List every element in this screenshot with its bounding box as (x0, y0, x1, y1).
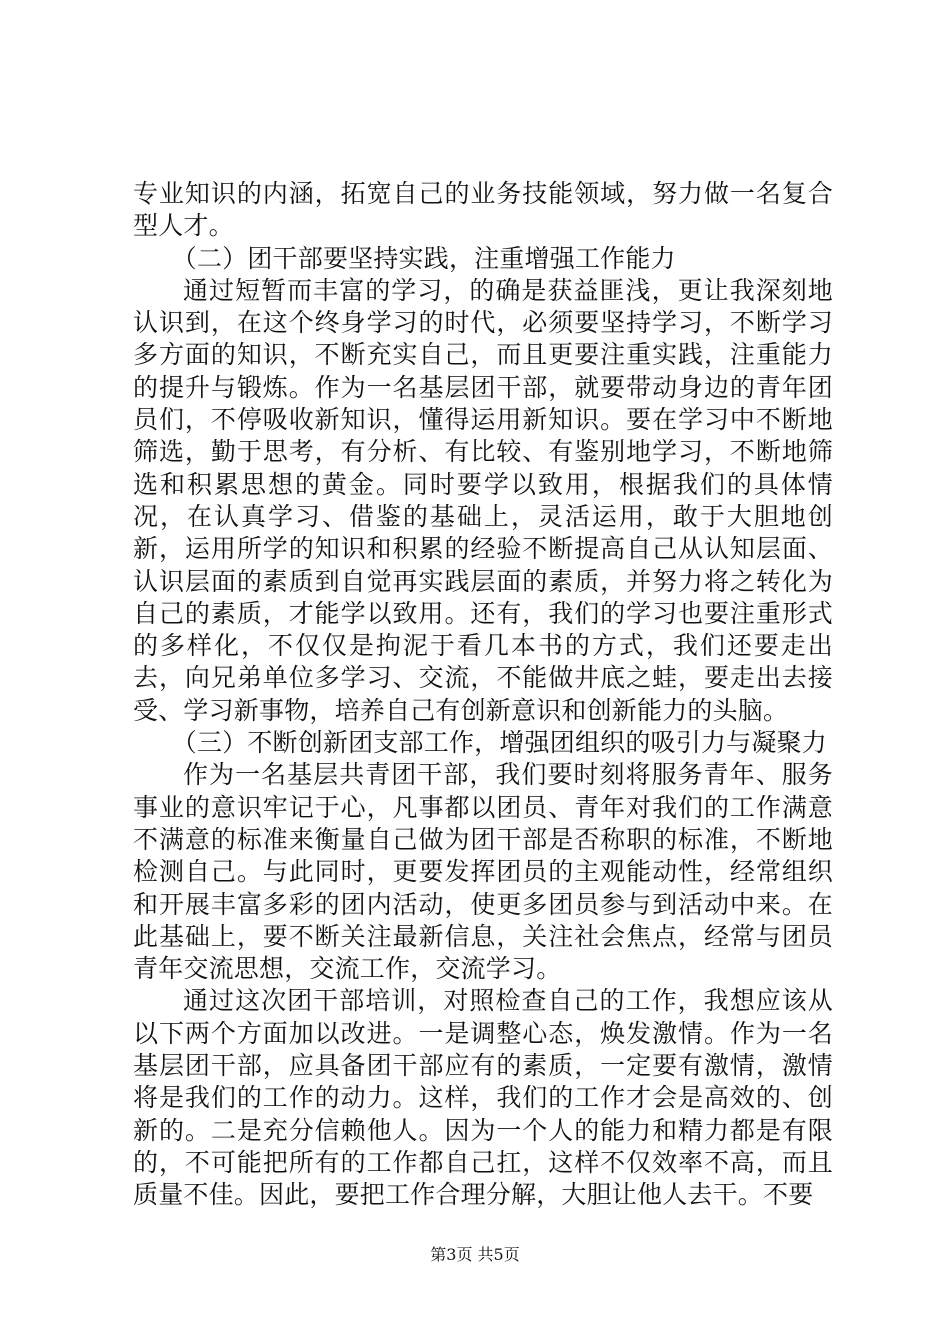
document-body (133, 178, 833, 1212)
page-number-footer: 第3页 共5页 (430, 1245, 520, 1264)
paragraph-continuation: 专业知识的内涵，拓宽自己的业务技能领域，努力做一名复合型人才。 (133, 179, 833, 241)
paragraph-improvement: 通过这次团干部培训，对照检查自己的工作，我想应该从以下两个方面加以改进。一是调整心态，焕发激情。作为一名基层团干部，应具备团干部应有的素质，一定要有激情，激情将是我们的工作的动力。这样，我们的工作才会是高效的、创新的。二是充分信赖他人。因为一个人的能力和精力都是有限的，不可能把所有的工作都自己扛，这样不仅效率不高，而且质量不佳。因此，要把工作合理分解，大胆让他人去干。不要 (133, 986, 833, 1210)
paragraph-practice: 通过短暂而丰富的学习，的确是获益匪浅，更让我深刻地认识到，在这个终身学习的时代，必须要坚持学习，不断学习多方面的知识，不断充实自己，而且更要注重实践，注重能力的提升与锻炼。作为一名基层团干部，就要带动身边的青年团员们，不停吸收新知识，懂得运用新知识。要在学习中不断地筛选，勤于思考，有分析、有比较、有鉴别地学习，不断地筛选和积累思想的黄金。同时要学以致用，根据我们的具体情况，在认真学习、借鉴的基础上，灵活运用，敢于大胆地创新，运用所学的知识和积累的经验不断提高自己从认知层面、认识层面的素质到自觉再实践层面的素质，并努力将之转化为自己的素质，才能学以致用。还有，我们的学习也要注重形式的多样化，不仅仅是拘泥于看几本书的方式，我们还要走出去，向兄弟单位多学习、交流，不能做井底之蛙，要走出去接受、学习新事物，培养自己有创新意识和创新能力的头脑。 (133, 275, 833, 725)
section-heading-3: （三）不断创新团支部工作，增强团组织的吸引力与凝聚力 (171, 728, 827, 758)
section-heading-2: （二）团干部要坚持实践，注重增强工作能力 (171, 243, 676, 273)
paragraph-service: 作为一名基层共青团干部，我们要时刻将服务青年、服务事业的意识牢记于心，凡事都以团员、青年对我们的工作满意不满意的标准来衡量自己做为团干部是否称职的标准，不断地检测自己。与此同时，更要发挥团员的主观能动性，经常组织和开展丰富多彩的团内活动，使更多团员参与到活动中来。在此基础上，要不断关注最新信息，关注社会焦点，经常与团员青年交流思想，交流工作，交流学习。 (133, 760, 833, 984)
